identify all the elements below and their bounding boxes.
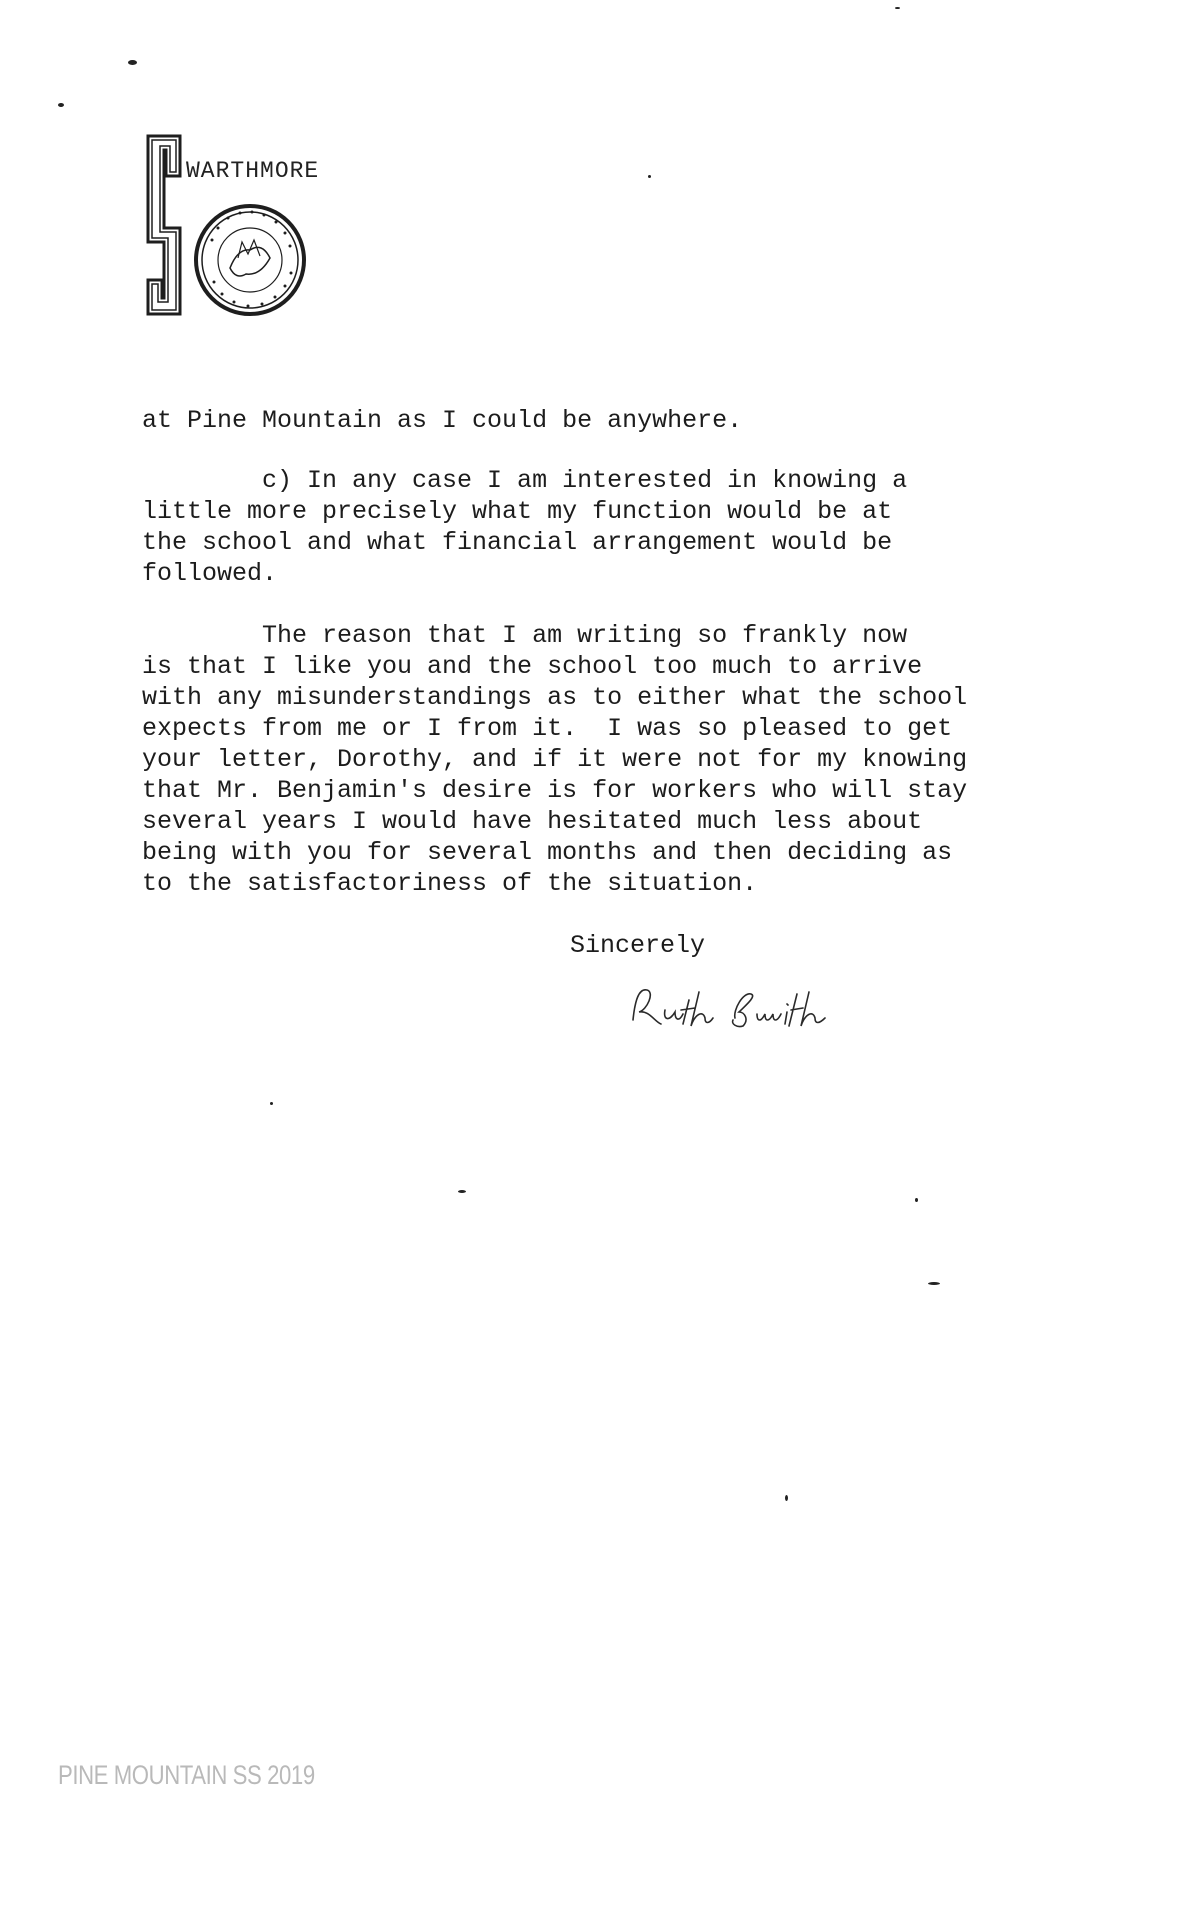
handwritten-signature [625, 970, 865, 1040]
letter-opening-line: at Pine Mountain as I could be anywhere. [142, 406, 743, 435]
scan-speck [895, 7, 900, 9]
letter-paragraph-reason: The reason that I am writing so frankly now is that I like you and the school too much to arrive with any misunderstandings as to either what the school expects from me or I from it. I was so pleased to get your letter, Dorothy, and if it were not for my knowing that Mr. Benjamin's desire is for workers who will stay several years I would have hesitated much less about being with you for several months and then deciding as to the satisfactoriness of the situation. [142, 621, 968, 898]
letter-paragraph-c: c) In any case I am interested in knowing a little more precisely what my function would be at the school and what financial arrangement would be followed. [142, 466, 908, 588]
scan-speck [928, 1282, 940, 1285]
swarthmore-letterhead [142, 130, 382, 320]
scan-speck [648, 175, 651, 178]
scan-speck [458, 1190, 466, 1193]
scan-speck [58, 103, 64, 107]
letter-closing: Sincerely [570, 931, 706, 960]
scan-speck [128, 60, 137, 65]
letterhead-wordmark: WARTHMORE [186, 158, 320, 184]
scan-speck [270, 1102, 273, 1105]
scan-speck [785, 1495, 788, 1501]
archive-watermark: PINE MOUNTAIN SS 2019 [58, 1760, 315, 1790]
scan-speck [915, 1198, 918, 1202]
